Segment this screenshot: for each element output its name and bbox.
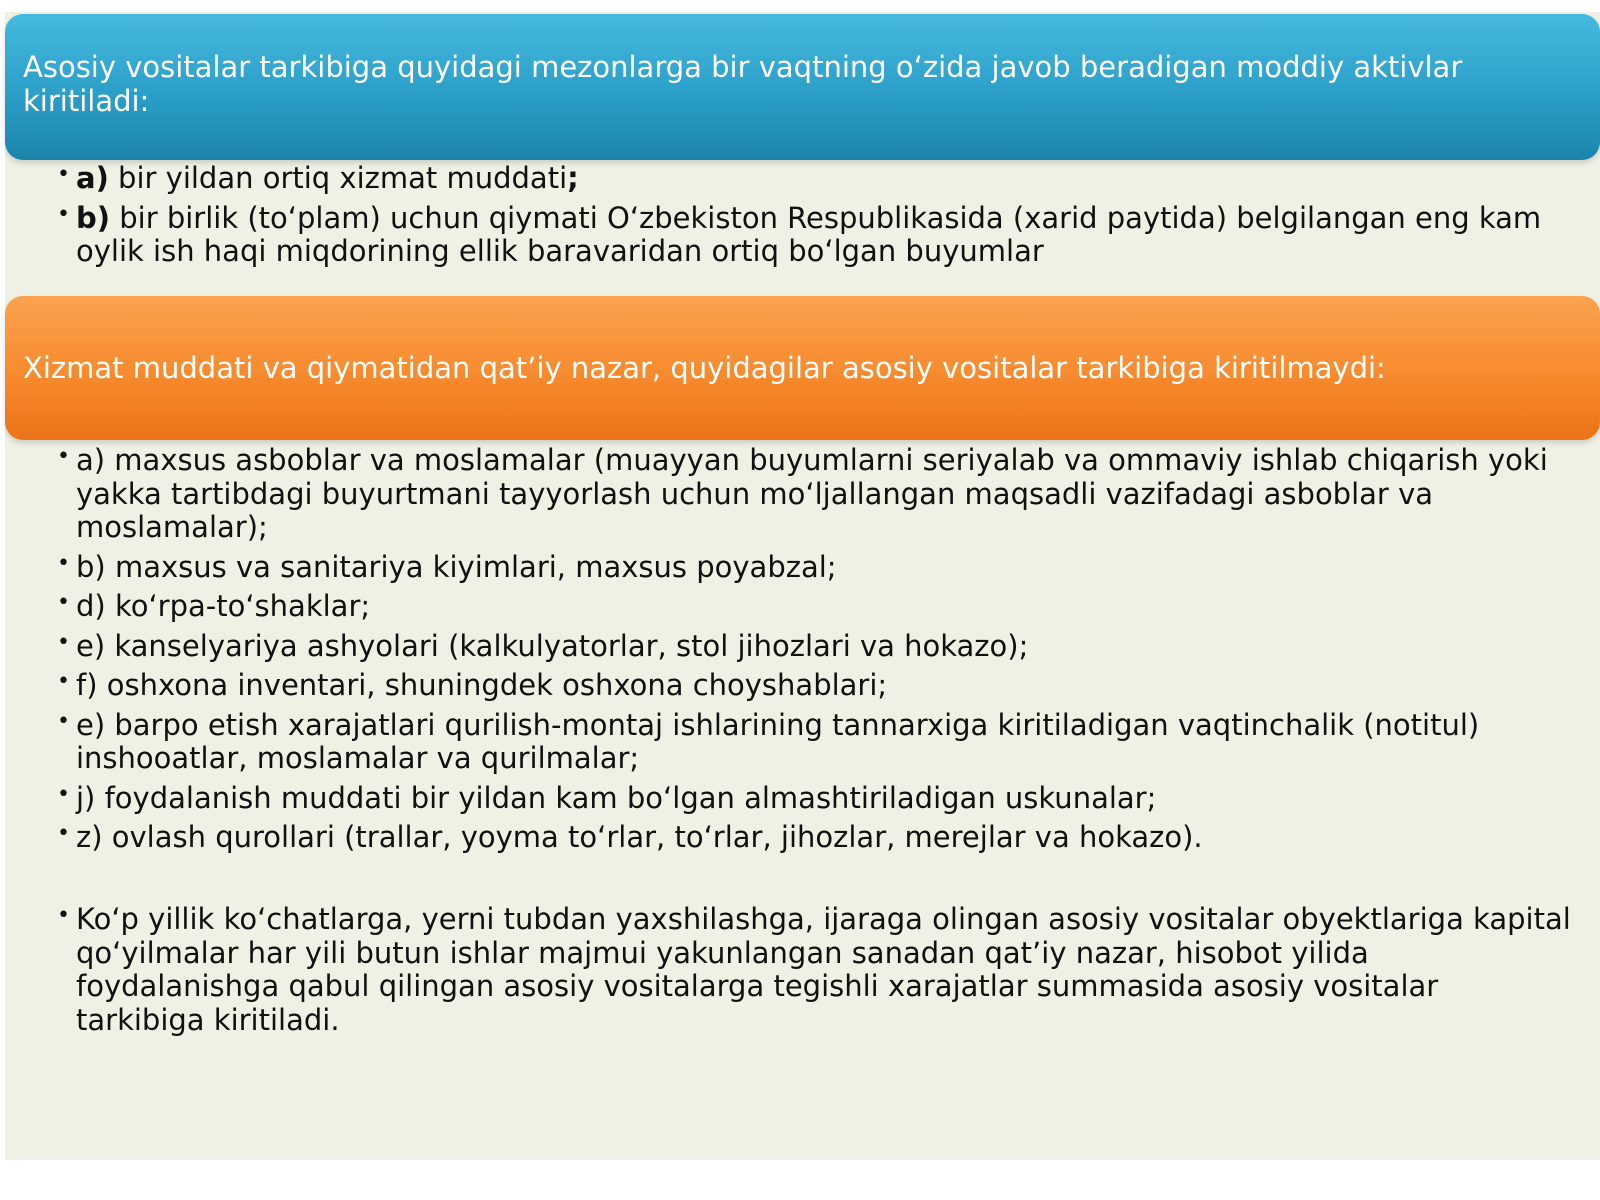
item-text: z) ovlash qurollari (trallar, yoyma to‘rlar, to‘rlar, jihozlar, merejlar va hokazo).: [76, 820, 1203, 854]
item-text: b) maxsus va sanitariya kiyimlari, maxsus poyabzal;: [76, 549, 837, 584]
bullet-icon: •: [57, 444, 70, 469]
item-prefix: a): [76, 161, 109, 195]
criteria-heading-text: Asosiy vositalar tarkibiga quyidagi mezonlarga bir vaqtning o‘zida javob beradigan moddiy aktivlar kiritiladi:: [23, 50, 1463, 118]
list-item: [55, 709, 1575, 776]
item-text: f) oshxona inventari, shuningdek oshxona choyshablari;: [76, 668, 888, 702]
bullet-icon: •: [57, 629, 70, 655]
criteria-header: [5, 14, 1600, 160]
item-prefix: b): [76, 200, 111, 235]
list-item: [55, 630, 1575, 664]
capital-investments-list: [55, 903, 1575, 1043]
criteria-list: [55, 162, 1575, 275]
item-text: e) kanselyariya ashyolari (kalkulyatorlar, stol jihozlari va hokazo);: [76, 628, 1029, 663]
bullet-icon: •: [57, 821, 70, 846]
exclusions-header: [5, 296, 1600, 440]
bullet-icon: •: [57, 781, 70, 807]
list-item: [55, 162, 1575, 196]
exclusions-list: [55, 444, 1575, 861]
item-text: bir yildan ortiq xizmat muddati: [108, 161, 568, 195]
bullet-icon: •: [57, 201, 70, 227]
bullet-icon: •: [57, 550, 70, 576]
list-item: [55, 551, 1575, 585]
item-suffix: ;: [567, 161, 579, 195]
exclusions-heading-text: Xizmat muddati va qiymatidan qat’iy nazar, quyidagilar asosiy vositalar tarkibiga kiritilmaydi:: [23, 351, 1386, 385]
list-item: [55, 903, 1575, 1037]
list-item: [55, 669, 1575, 703]
item-text: a) maxsus asboblar va moslamalar (muayyan buyumlarni seriyalab va ommaviy ishlab chiqarish yoki yakka tartibdagi buyurtmani tayyorlash uchun mo‘ljallangan maqsadli vazifadagi asboblar va moslamalar);: [76, 443, 1548, 544]
list-item: [55, 444, 1575, 545]
bullet-icon: •: [57, 669, 70, 694]
bullet-icon: •: [57, 590, 70, 615]
list-item: [55, 590, 1575, 624]
bullet-icon: •: [57, 903, 70, 928]
list-item: [55, 782, 1575, 816]
item-text: Ko‘p yillik ko‘chatlarga, yerni tubdan yaxshilashga, ijaraga olingan asosiy vositalar obyektlariga kapital qo‘yilmalar har yili butun ishlar majmui yakunlangan sanadan qat’iy nazar, hisobot yilida foydalanishga qabul qilingan asosiy vositalarga tegishli xarajatlar summasida asosiy vositalar tarkibiga kiritiladi.: [76, 902, 1571, 1037]
item-text: j) foydalanish muddati bir yildan kam bo‘lgan almashtiriladigan uskunalar;: [76, 780, 1157, 815]
bullet-icon: •: [57, 708, 70, 734]
bullet-icon: •: [57, 162, 70, 187]
item-text: d) ko‘rpa-to‘shaklar;: [76, 589, 371, 623]
item-text: e) barpo etish xarajatlari qurilish-montaj ishlarining tannarxiga kiritiladigan vaqtinchalik (notitul) inshooatlar, moslamalar va qurilmalar;: [76, 707, 1480, 775]
list-item: [55, 821, 1575, 855]
item-text: bir birlik (to‘plam) uchun qiymati O‘zbekiston Respublikasida (xarid paytida) belgilangan eng kam oylik ish haqi miqdorining ellik baravaridan ortiq bo‘lgan buyumlar: [76, 200, 1542, 268]
list-item: [55, 202, 1575, 269]
